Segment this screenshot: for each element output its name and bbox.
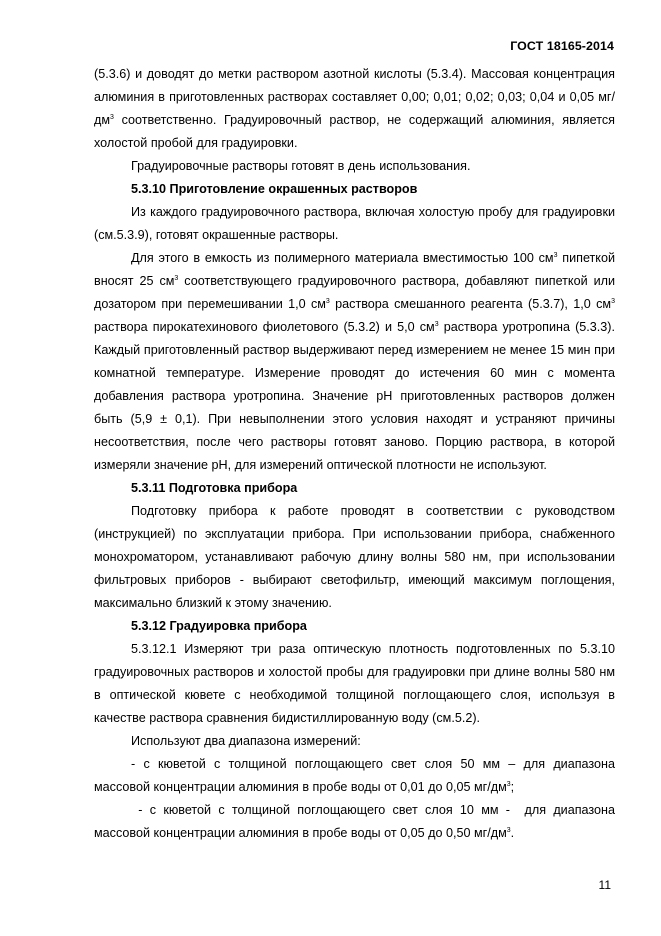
paragraph-procedure: Для этого в емкость из полимерного материала вместимостью 100 $см^3$ пипеткой вносят 25 $см^3$ соответствующего градуировочного раствора, добавляют пипеткой или дозатором при перемешивании 1,0 $см^3$ раствора смешанного реагента (5.3.7), 1,0 $см^3$ раствора пирокатехинового фиолетового (5.3.2) и 5,0 $см^3$ раствора уротропина (5.3.3). Каждый приготовленный раствор выдерживают перед измерением не менее 15 мин при комнатной температуре. Измерение проводят до истечения 60 мин с момента добавления раствора уротропина. Значение pH приготовленных растворов должен быть (5,9 ± 0,1). При невыполнении этого условия находят и устраняют причины несоответствия, после чего растворы готовят заново. Порцию раствора, в которой измеряли значение pH, для измерений оптической плотности не используют. bbox=[94, 251, 616, 472]
paragraph-colored-solutions: Из каждого градуировочного раствора, включая холостую пробу для градуировки (см.5.3.9), готовят окрашенные растворы. bbox=[94, 205, 615, 242]
list-item-range-10mm: - с кюветой с толщиной поглощающего свет слоя 10 мм - для диапазона массовой концентрации алюминия в пробе воды от 0,05 до 0,50 $мг/дм^3$. bbox=[94, 803, 619, 840]
document-header: ГОСТ 18165-2014 bbox=[510, 39, 614, 53]
paragraph-5-3-12-1: 5.3.12.1 Измеряют три раза оптическую плотность подготовленных по 5.3.10 градуировочных растворов и холостой пробы для градуировки при длине волны 580 нм в оптической кювете с необходимой толщиной поглощающего слоя, используя в качестве раствора сравнения бидистиллированную воду (см.5.2). bbox=[94, 642, 615, 725]
paragraph-instrument-preparation: Подготовку прибора к работе проводят в соответствии с руководством (инструкцией) по эксплуатации прибора. При использовании прибора, снабженного монохроматором, устанавливают рабочую длину волны 580 нм, при использовании фильтровых приборов - выбирают светофильтр, имеющий максимум поглощения, максимально близкий к этому значению. bbox=[94, 504, 615, 610]
page-number: 11 bbox=[598, 878, 611, 892]
section-heading-5-3-10: 5.3.10 Приготовление окрашенных растворов bbox=[131, 182, 418, 196]
paragraph-calibration-concentrations: (5.3.6) и доводят до метки раствором азотной кислоты (5.3.4). Массовая концентрация алюминия в приготовленных растворах составляет 0,00; 0,01; 0,02; 0,03; 0,04 и 0,05 $мг/дм^3$ соответственно. Градуировочный раствор, не содержащий алюминия, является холостой пробой для градуировки. bbox=[94, 67, 615, 150]
section-heading-5-3-11: 5.3.11 Подготовка прибора bbox=[131, 481, 298, 495]
paragraph-preparation-day: Градуировочные растворы готовят в день использования. bbox=[131, 159, 471, 173]
section-heading-5-3-12: 5.3.12 Градуировка прибора bbox=[131, 619, 307, 633]
page-body bbox=[94, 63, 619, 845]
list-item-range-50mm: - с кюветой с толщиной поглощающего свет слоя 50 мм – для диапазона массовой концентрации алюминия в пробе воды от 0,01 до 0,05 $мг/дм^3$; bbox=[94, 757, 615, 794]
paragraph-ranges-intro: Используют два диапазона измерений: bbox=[131, 734, 361, 748]
